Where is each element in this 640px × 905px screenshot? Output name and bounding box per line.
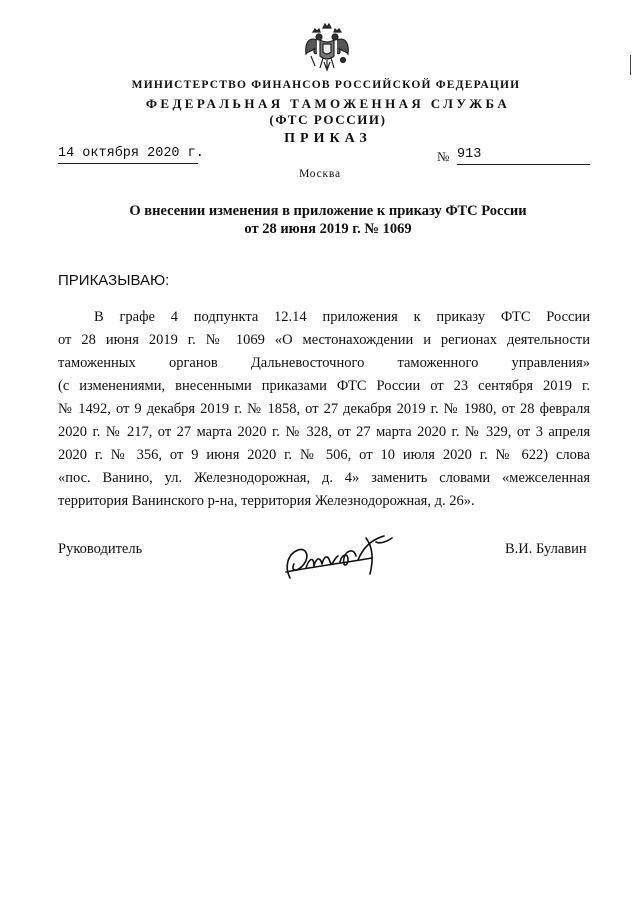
- signer-role: Руководитель: [58, 541, 143, 557]
- body-line: № 1492, от 9 декабря 2019 г. № 1858, от 27 декабря 2019 г. № 1980, от 28 февраля: [58, 401, 590, 417]
- service-abbreviation: (ФТС РОССИИ): [269, 112, 387, 127]
- order-keyword: ПРИКАЗЫВАЮ:: [58, 272, 170, 289]
- order-date: 14 октября 2020 г.: [58, 146, 198, 164]
- body-line: территория Ванинского р-на, территория Железнодорожная, д. 26».: [58, 493, 475, 509]
- ministry-name: МИНИСТЕРСТВО ФИНАНСОВ РОССИЙСКОЙ ФЕДЕРАЦИИ: [131, 79, 521, 91]
- scan-edge-mark: [630, 55, 631, 75]
- order-number: 913: [457, 147, 590, 165]
- document-type: ПРИКАЗ: [284, 131, 372, 146]
- body-line: 2020 г. № 356, от 9 июня 2020 г. № 506, от 10 июля 2020 г. № 622) слова: [58, 447, 590, 463]
- body-line: «пос. Ванино, ул. Железнодорожная, д. 4» заменить словами «межселенная: [58, 470, 590, 486]
- order-number-label: №: [437, 149, 450, 164]
- document-title-line-2: от 28 июня 2019 г. № 1069: [244, 221, 412, 237]
- signer-name: В.И. Булавин: [505, 541, 587, 557]
- body-line: В графе 4 подпункта 12.14 приложения к приказу ФТС России: [94, 309, 590, 325]
- body-line: таможенных органов Дальневосточного таможенного управления»: [58, 355, 590, 371]
- handwritten-signature: [276, 528, 396, 584]
- coat-of-arms-icon: [303, 22, 351, 74]
- city: Москва: [299, 168, 341, 180]
- body-line: (с изменениями, внесенными приказами ФТС России от 23 сентября 2019 г.: [58, 378, 590, 394]
- body-line: от 28 июня 2019 г. № 1069 «О местонахождении и регионах деятельности: [58, 332, 590, 348]
- service-name: ФЕДЕРАЛЬНАЯ ТАМОЖЕННАЯ СЛУЖБА: [145, 96, 511, 111]
- document-title-line-1: О внесении изменения в приложение к приказу ФТС России: [129, 203, 527, 219]
- body-line: 2020 г. № 217, от 27 марта 2020 г. № 328, от 27 марта 2020 г. № 329, от 3 апреля: [58, 424, 590, 440]
